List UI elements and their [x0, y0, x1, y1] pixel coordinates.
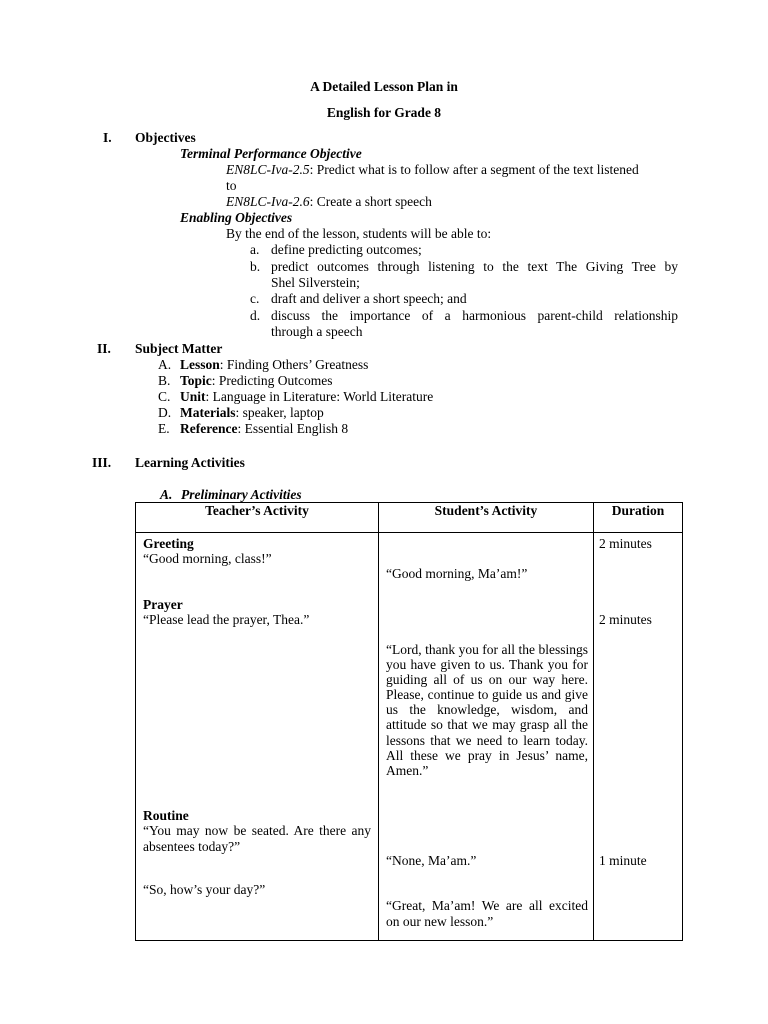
- preliminary-activities-table: [135, 502, 683, 941]
- col-header-teacher: Teacher’s Activity: [136, 503, 379, 533]
- objective-b-continuation: Shel Silverstein;: [271, 275, 360, 290]
- section-numeral-learning-activities: III.: [92, 455, 112, 470]
- objective-letter-d: d.: [250, 308, 261, 323]
- tpo-1-code: EN8LC-Iva-2.5: [226, 162, 310, 177]
- section-numeral-objectives: I.: [103, 130, 112, 145]
- routine-teacher: “You may now be seated. Are there any absentees today?”: [143, 823, 371, 854]
- subject-letter-a: A.: [158, 357, 172, 372]
- tpo-2-text: : Create a short speech: [309, 194, 432, 209]
- subject-label-lesson: Lesson: [180, 357, 220, 372]
- subject-item-reference: [180, 421, 348, 437]
- subject-item-lesson: [180, 357, 368, 373]
- objective-a: define predicting outcomes;: [271, 242, 422, 257]
- subject-label-topic: Topic: [180, 373, 212, 388]
- objective-letter-c: c.: [250, 291, 260, 306]
- teacher-activity-cell: [136, 533, 379, 941]
- subject-item-materials: [180, 405, 324, 421]
- objective-c: draft and deliver a short speech; and: [271, 291, 467, 306]
- title-line-1: A Detailed Lesson Plan in: [310, 79, 458, 94]
- subject-label-reference: Reference: [180, 421, 238, 436]
- greeting-label: Greeting: [143, 536, 194, 551]
- tpo-1-text: : Predict what is to follow after a segment of the text listened: [309, 162, 639, 177]
- prayer-teacher: “Please lead the prayer, Thea.”: [143, 612, 310, 627]
- subject-item-unit: [180, 389, 433, 405]
- objective-letter-b: b.: [250, 259, 261, 274]
- routine-student-1: “None, Ma’am.”: [386, 853, 477, 868]
- subsection-heading-preliminary: Preliminary Activities: [181, 487, 302, 502]
- subject-letter-b: B.: [158, 373, 171, 388]
- table-row: [136, 533, 683, 941]
- subject-label-materials: Materials: [180, 405, 236, 420]
- routine-duration: 1 minute: [599, 853, 647, 868]
- duration-cell: [594, 533, 683, 941]
- tpo-2-code: EN8LC-Iva-2.6: [226, 194, 310, 209]
- routine-student-2: “Great, Ma’am! We are all excited on our new lesson.”: [386, 898, 588, 929]
- routine-teacher-2: “So, how’s your day?”: [143, 882, 266, 897]
- prayer-student: “Lord, thank you for all the blessings you have given to us. Thank you for guiding all of us on our way here. Please, continue to guide us and give us the knowledge, wisdom, and attitude so that we may grasp all the lessons that we need to learn today. All these we pray in Jesus’ name, Amen.”: [386, 642, 588, 778]
- tpo-2: [226, 194, 432, 210]
- subject-value-topic: : Predicting Outcomes: [211, 373, 333, 388]
- objective-d: discuss the importance of a harmonious parent-child relationship: [271, 308, 678, 323]
- enabling-objectives-heading: Enabling Objectives: [180, 210, 293, 225]
- objective-d-continuation: through a speech: [271, 324, 363, 339]
- subject-letter-e: E.: [158, 421, 170, 436]
- objective-b: predict outcomes through listening to the text The Giving Tree by: [271, 259, 678, 274]
- subject-letter-d: D.: [158, 405, 172, 420]
- tpo-1-continuation: to: [226, 178, 237, 193]
- greeting-duration: 2 minutes: [599, 536, 652, 551]
- subject-value-unit: : Language in Literature: World Literature: [205, 389, 434, 404]
- subject-value-reference: : Essential English 8: [237, 421, 349, 436]
- subject-value-lesson: : Finding Others’ Greatness: [219, 357, 369, 372]
- terminal-objective-heading: Terminal Performance Objective: [180, 146, 362, 161]
- subject-item-topic: [180, 373, 333, 389]
- routine-label: Routine: [143, 808, 189, 823]
- title-line-2: English for Grade 8: [326, 105, 442, 120]
- col-header-duration: Duration: [594, 503, 683, 533]
- subject-value-materials: : speaker, laptop: [235, 405, 324, 420]
- prayer-duration: 2 minutes: [599, 612, 652, 627]
- section-heading-learning-activities: Learning Activities: [135, 455, 245, 470]
- greeting-teacher: “Good morning, class!”: [143, 551, 272, 566]
- section-numeral-subject-matter: II.: [97, 341, 111, 356]
- tpo-1: [226, 162, 639, 178]
- enabling-intro: By the end of the lesson, students will be able to:: [226, 226, 492, 241]
- section-heading-subject-matter: Subject Matter: [135, 341, 223, 356]
- table-header-row: [136, 503, 683, 533]
- subject-letter-c: C.: [158, 389, 171, 404]
- objective-letter-a: a.: [250, 242, 260, 257]
- prayer-label: Prayer: [143, 597, 183, 612]
- col-header-student: Student’s Activity: [379, 503, 594, 533]
- greeting-student: “Good morning, Ma’am!”: [386, 566, 528, 581]
- subject-label-unit: Unit: [180, 389, 206, 404]
- subsection-letter: A.: [160, 487, 173, 502]
- student-activity-cell: [379, 533, 594, 941]
- section-heading-objectives: Objectives: [135, 130, 196, 145]
